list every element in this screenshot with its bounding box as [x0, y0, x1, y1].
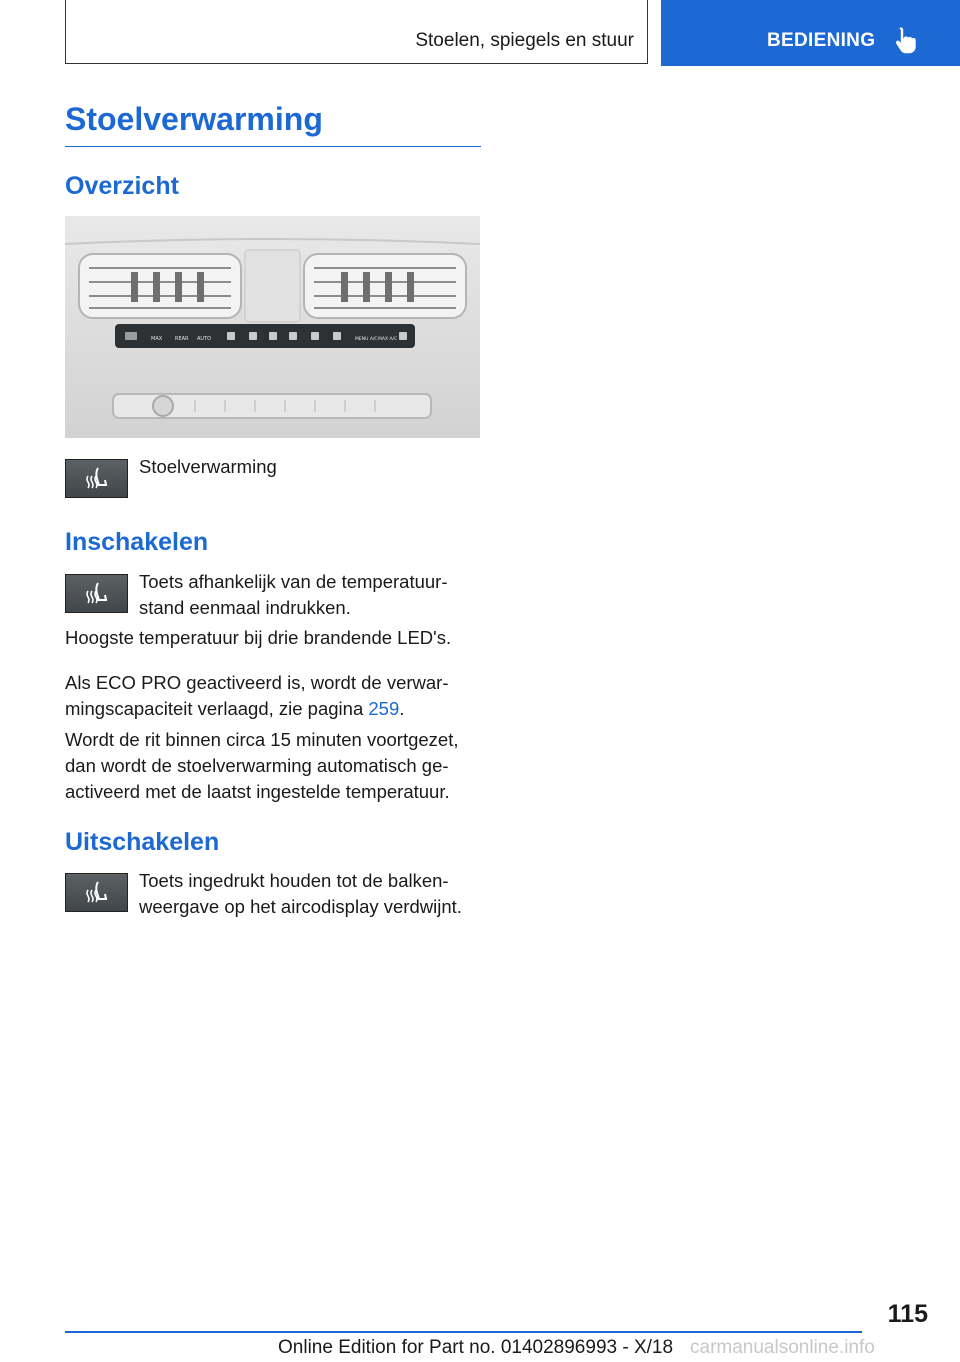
footer-edition: Online Edition for Part no. 01402896993 - X/18	[278, 1337, 674, 1358]
photo-button-auto: AUTO	[197, 336, 212, 342]
photo-button-rear: REAR	[175, 336, 189, 342]
photo-button-max-ac: MAX A/C	[378, 337, 398, 342]
heading-overzicht: Overzicht	[65, 172, 179, 200]
climate-control-photo	[65, 216, 480, 438]
header-section-title: Stoelen, spiegels en stuur	[415, 30, 634, 51]
seat-heating-icon	[65, 459, 128, 498]
photo-button-menu-ac: MENU A/C	[355, 337, 378, 342]
hand-pointer-icon	[895, 26, 919, 54]
seat-heating-icon	[65, 873, 128, 912]
legend-label: Stoelverwarming	[139, 456, 277, 477]
title-underline	[65, 146, 481, 147]
eco-pro-text: Als ECO PRO geactiveerd is, wordt de verwarmingscapaciteit verlaagd, zie pagina	[65, 672, 449, 719]
eco-pro-period: .	[399, 698, 405, 719]
page-number: 115	[887, 1300, 928, 1328]
seat-heating-icon	[65, 574, 128, 613]
heading-inschakelen: Inschakelen	[65, 528, 209, 556]
watermark: carmanualsonline.info	[690, 1337, 875, 1358]
switch-off-instruction: Toets ingedrukt houden tot de balkenweergave op het aircodisplay verdwijnt.	[139, 870, 462, 917]
header-tab-bediening[interactable]	[661, 0, 960, 66]
page-title: Stoelverwarming	[65, 101, 323, 137]
paragraph-highest-temperature: Hoogste temperatuur bij drie brandende LED's.	[65, 627, 452, 648]
paragraph-eco-pro	[65, 670, 485, 722]
footer-rule	[65, 1331, 862, 1333]
header-tab-label: BEDIENING	[767, 30, 876, 51]
page-link-259[interactable]: 259	[368, 698, 400, 719]
heading-uitschakelen: Uitschakelen	[65, 828, 220, 856]
switch-on-instruction: Toets afhankelijk van de temperatuurstand eenmaal indrukken.	[139, 571, 448, 618]
photo-button-max: MAX	[151, 336, 163, 342]
paragraph-auto-reactivation: Wordt de rit binnen circa 15 minuten voortgezet, dan wordt de stoelverwarming automatisch geactiveerd met de laatst ingestelde temperatuur.	[65, 729, 459, 802]
